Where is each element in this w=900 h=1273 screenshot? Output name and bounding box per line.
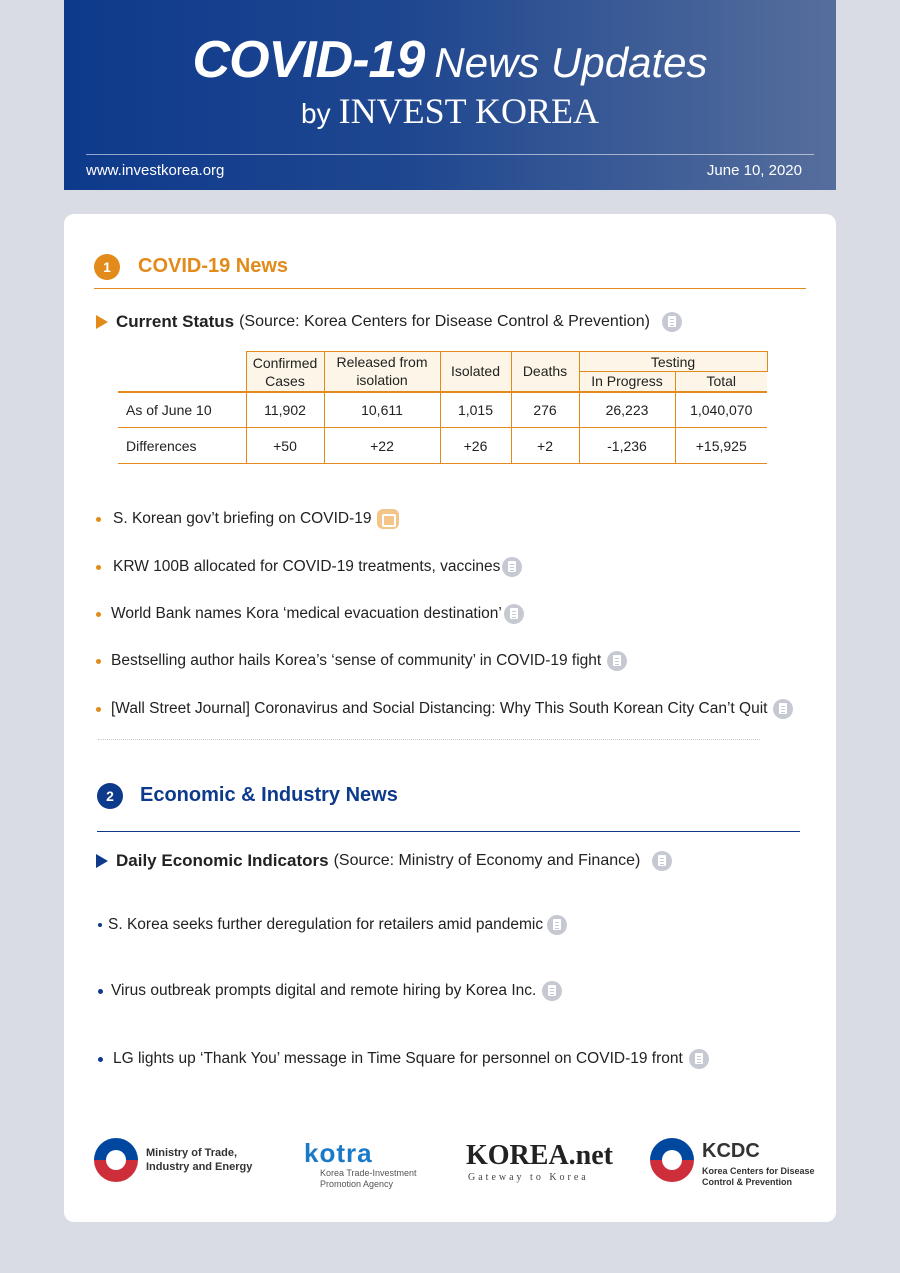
document-icon[interactable] bbox=[542, 981, 562, 1001]
section-2-number: 2 bbox=[97, 783, 123, 809]
kotra-sub-line-2: Promotion Agency bbox=[320, 1179, 394, 1189]
cell-isolated: +26 bbox=[440, 428, 511, 464]
section-1-number: 1 bbox=[94, 254, 120, 280]
arrow-icon bbox=[96, 854, 108, 868]
cell-total: +15,925 bbox=[675, 428, 767, 464]
cell-released: +22 bbox=[324, 428, 440, 464]
cell-deaths: +2 bbox=[511, 428, 579, 464]
list-item[interactable] bbox=[96, 557, 522, 577]
current-status-heading bbox=[96, 312, 682, 332]
motie-line-1: Ministry of Trade, bbox=[146, 1147, 238, 1159]
col-testing: Testing bbox=[579, 352, 767, 372]
section-2-title: Economic & Industry News bbox=[140, 784, 398, 806]
document-icon[interactable] bbox=[607, 651, 627, 671]
bullet bbox=[96, 659, 101, 664]
cell-confirmed: 11,902 bbox=[246, 392, 324, 428]
kcdc-subtitle bbox=[702, 1166, 815, 1188]
list-item[interactable] bbox=[98, 915, 567, 935]
koreanet-wordmark: KOREA.net bbox=[466, 1140, 613, 1171]
section-1-title: COVID-19 News bbox=[138, 255, 289, 277]
org-name: INVEST KOREA bbox=[338, 91, 599, 131]
col-isolated: Isolated bbox=[440, 352, 511, 392]
news-link[interactable]: World Bank names Kora ‘medical evacuation destination’ bbox=[111, 605, 502, 622]
list-item[interactable] bbox=[96, 509, 399, 529]
news-link[interactable]: [Wall Street Journal] Coronavirus and Social Distancing: Why This South Korean City Can’t Quit bbox=[111, 700, 768, 717]
document-icon[interactable] bbox=[662, 312, 682, 332]
news-link[interactable]: KRW 100B allocated for COVID-19 treatments, vaccines bbox=[113, 558, 501, 575]
header-divider bbox=[86, 154, 814, 155]
bullet bbox=[98, 923, 102, 927]
table-row bbox=[118, 392, 767, 428]
title-bold: COVID-19 bbox=[192, 31, 425, 89]
col-confirmed: Confirmed Cases bbox=[246, 352, 324, 392]
taeguk-emblem-icon bbox=[650, 1138, 694, 1182]
section-separator bbox=[98, 739, 760, 740]
cell-confirmed: +50 bbox=[246, 428, 324, 464]
table-corner bbox=[118, 352, 246, 392]
list-item[interactable] bbox=[98, 1049, 709, 1069]
cell-isolated: 1,015 bbox=[440, 392, 511, 428]
col-in-progress: In Progress bbox=[579, 372, 675, 392]
document-icon[interactable] bbox=[689, 1049, 709, 1069]
current-status-source: (Source: Korea Centers for Disease Control & Prevention) bbox=[239, 313, 650, 330]
news-link[interactable]: Bestselling author hails Korea’s ‘sense of community’ in COVID-19 fight bbox=[111, 652, 602, 669]
kcdc-wordmark: KCDC bbox=[702, 1140, 760, 1162]
document-icon[interactable] bbox=[504, 604, 524, 624]
indicators-label: Daily Economic Indicators bbox=[116, 851, 329, 870]
bullet bbox=[98, 1057, 103, 1062]
bullet bbox=[96, 517, 101, 522]
news-link[interactable]: LG lights up ‘Thank You’ message in Time Square for personnel on COVID-19 front bbox=[113, 1050, 683, 1067]
document-icon[interactable] bbox=[547, 915, 567, 935]
taeguk-emblem-icon bbox=[94, 1138, 138, 1182]
kcdc-sub-line-1: Korea Centers for Disease bbox=[702, 1166, 815, 1176]
col-deaths: Deaths bbox=[511, 352, 579, 392]
col-released: Released from isolation bbox=[324, 352, 440, 392]
arrow-icon bbox=[96, 315, 108, 329]
cell-in-progress: -1,236 bbox=[579, 428, 675, 464]
newsletter-subtitle bbox=[64, 90, 836, 132]
cell-total: 1,040,070 bbox=[675, 392, 767, 428]
news-link[interactable]: S. Korea seeks further deregulation for retailers amid pandemic bbox=[108, 916, 544, 933]
document-icon[interactable] bbox=[502, 557, 522, 577]
motie-name bbox=[146, 1146, 252, 1174]
kotra-sub-line-1: Korea Trade-Investment bbox=[320, 1168, 417, 1178]
kcdc-sub-line-2: Control & Prevention bbox=[702, 1177, 793, 1187]
section-1-divider bbox=[94, 288, 806, 289]
kotra-subtitle bbox=[320, 1168, 417, 1190]
content-card bbox=[64, 214, 836, 1222]
list-item[interactable] bbox=[98, 981, 562, 1001]
bullet bbox=[98, 989, 103, 994]
list-item[interactable] bbox=[96, 604, 524, 624]
economic-indicators-heading bbox=[96, 851, 672, 871]
status-table bbox=[118, 351, 768, 464]
current-status-label: Current Status bbox=[116, 312, 235, 331]
row-label: As of June 10 bbox=[118, 392, 246, 428]
news-link[interactable]: S. Korean gov’t briefing on COVID-19 bbox=[113, 510, 372, 527]
title-rest: News Updates bbox=[434, 39, 708, 86]
table-row bbox=[118, 428, 767, 464]
cell-in-progress: 26,223 bbox=[579, 392, 675, 428]
section-2-divider bbox=[97, 831, 800, 832]
newsletter-header bbox=[64, 0, 836, 190]
news-link[interactable]: Virus outbreak prompts digital and remote hiring by Korea Inc. bbox=[111, 982, 537, 999]
cell-deaths: 276 bbox=[511, 392, 579, 428]
kotra-wordmark: kotra bbox=[304, 1138, 373, 1168]
cell-released: 10,611 bbox=[324, 392, 440, 428]
bullet bbox=[96, 707, 101, 712]
document-icon[interactable] bbox=[652, 851, 672, 871]
list-item[interactable] bbox=[96, 699, 793, 719]
list-item[interactable] bbox=[96, 651, 627, 671]
video-icon[interactable] bbox=[377, 509, 399, 529]
newsletter-title bbox=[64, 30, 836, 90]
by-label: by bbox=[301, 98, 331, 129]
document-icon[interactable] bbox=[773, 699, 793, 719]
row-label: Differences bbox=[118, 428, 246, 464]
bullet bbox=[96, 565, 101, 570]
indicators-source: (Source: Ministry of Economy and Finance) bbox=[333, 852, 641, 869]
bullet bbox=[96, 612, 101, 617]
col-total: Total bbox=[675, 372, 767, 392]
website-link[interactable]: www.investkorea.org bbox=[86, 162, 225, 179]
issue-date: June 10, 2020 bbox=[706, 162, 802, 179]
motie-line-2: Industry and Energy bbox=[146, 1161, 253, 1173]
partner-logos bbox=[64, 1132, 836, 1202]
koreanet-tagline: Gateway to Korea bbox=[468, 1172, 589, 1183]
